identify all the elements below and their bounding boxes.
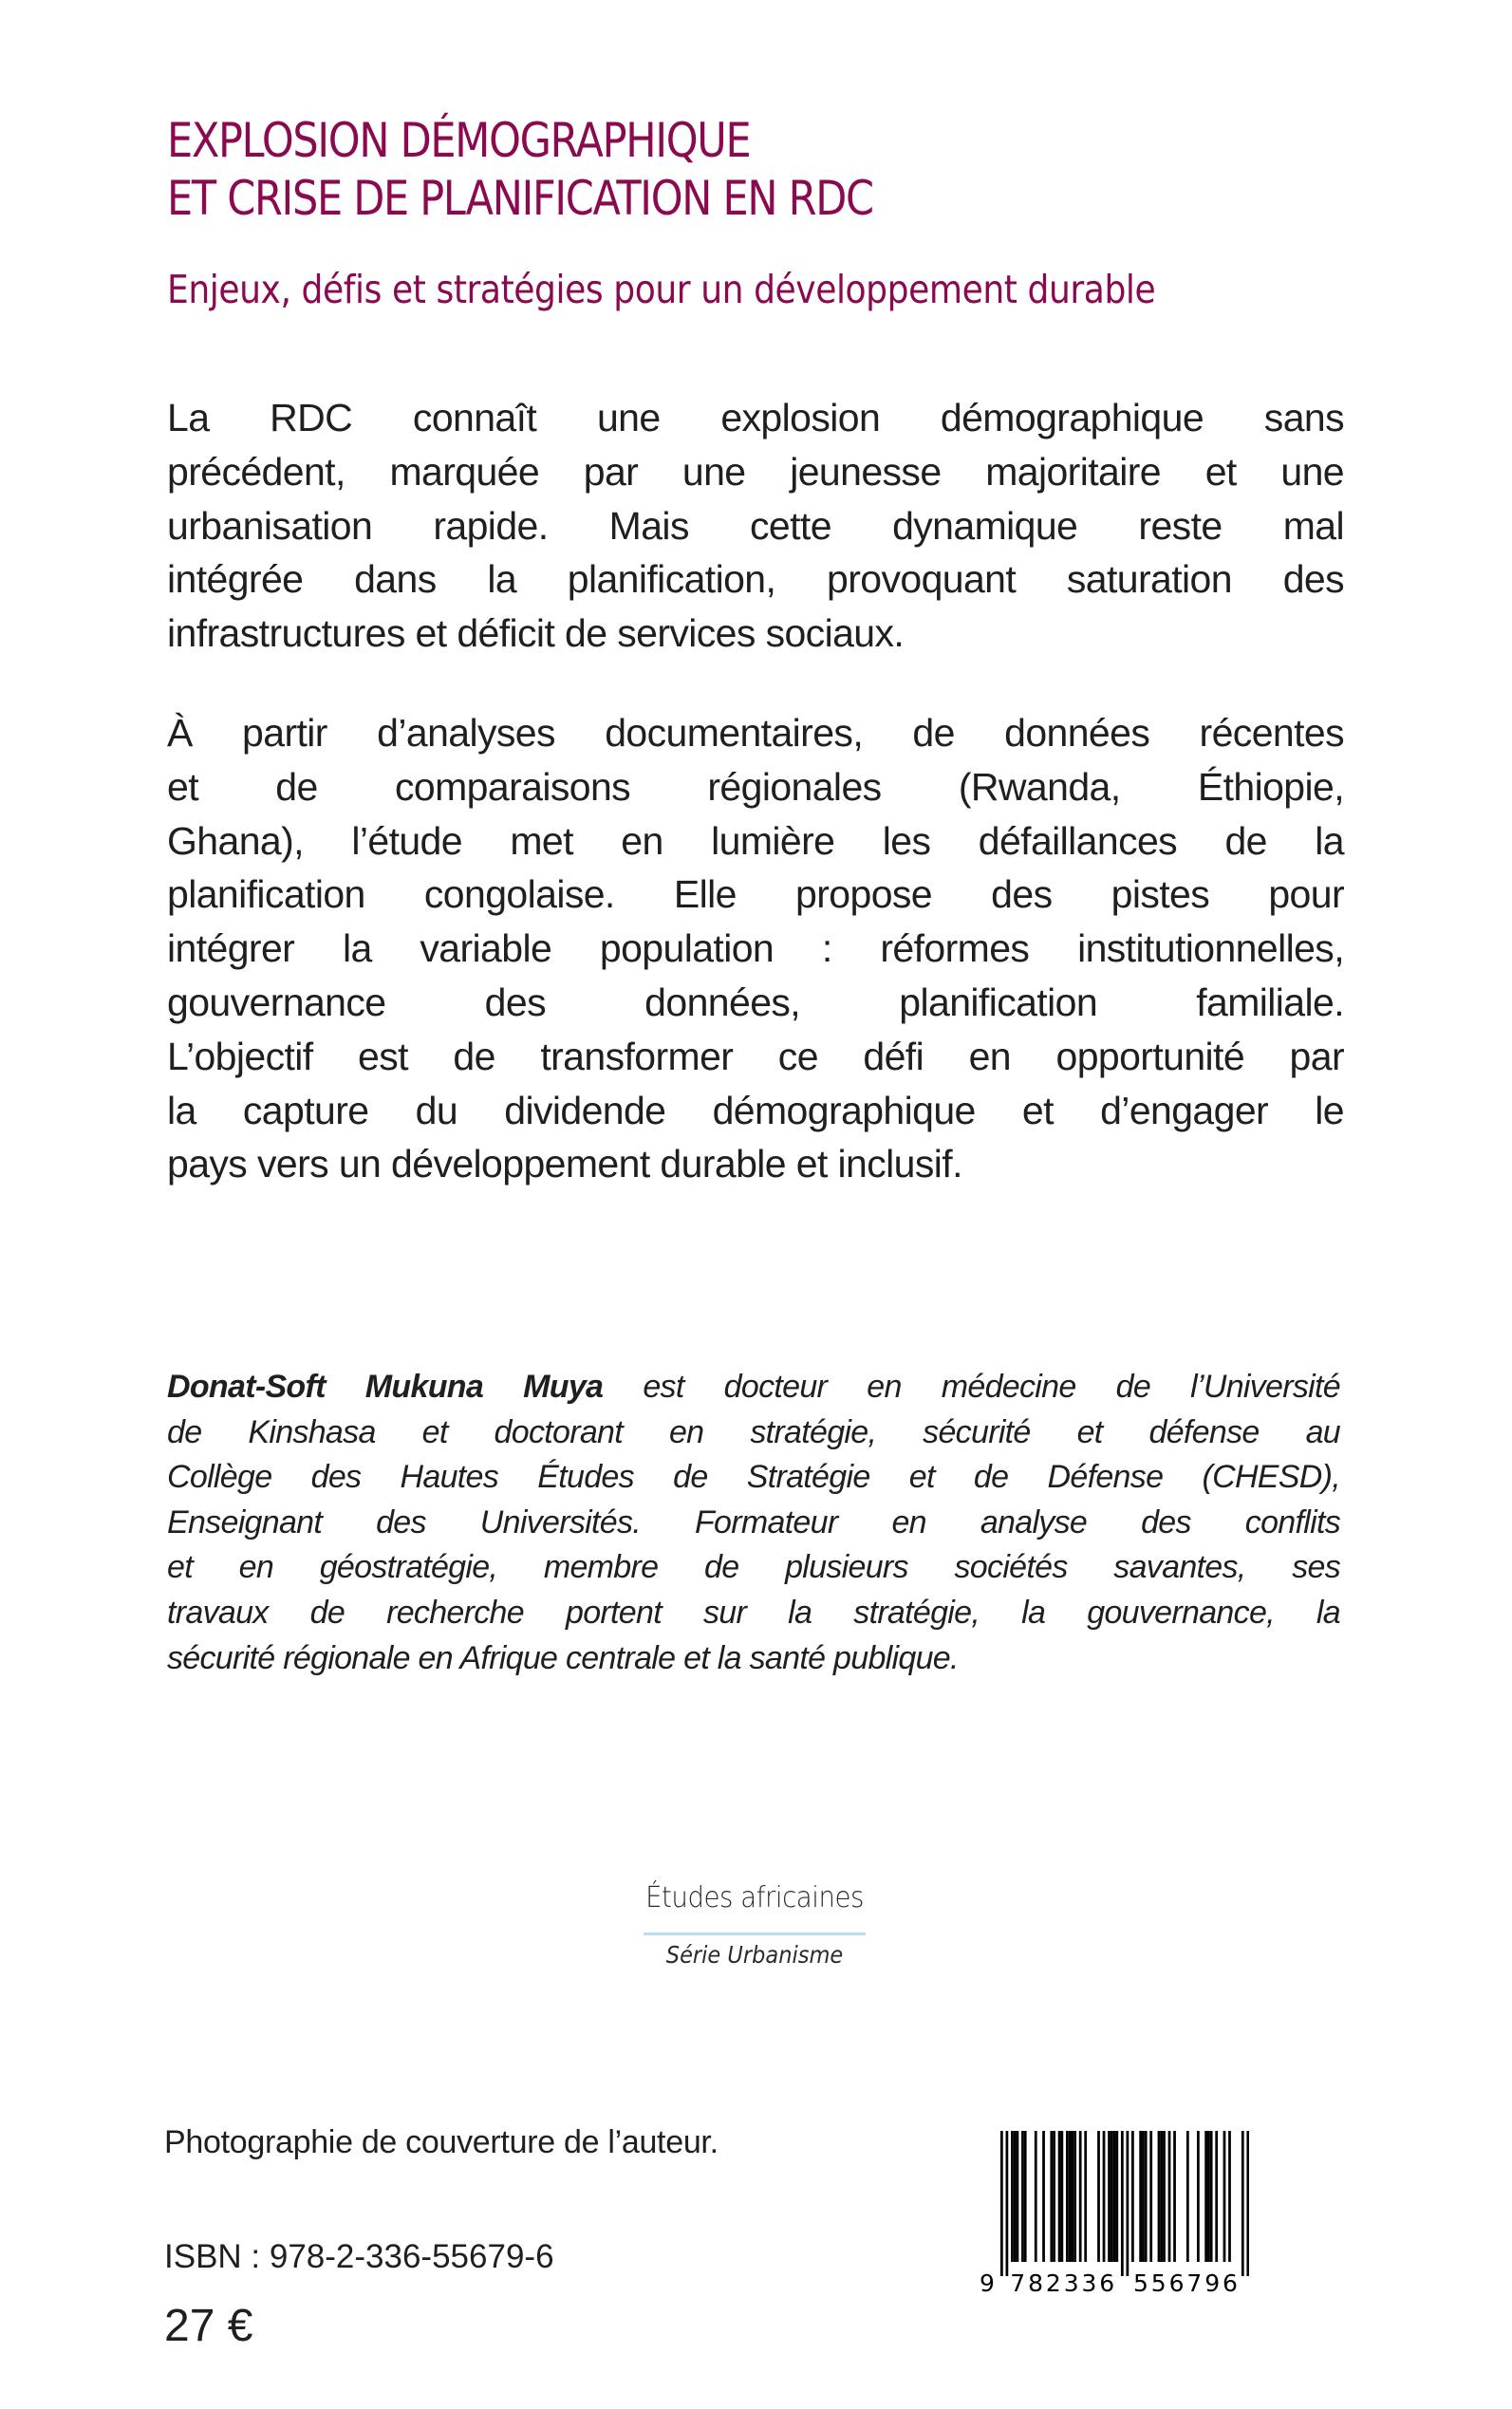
svg-text:556796: 556796 (1133, 2269, 1238, 2297)
summary-paragraph-2 (167, 706, 1344, 1191)
text-line: intégrer la variable population : réformes institutionnelles, (167, 926, 1344, 971)
series-subseries-name: Série Urbanisme (665, 1941, 844, 1969)
text-line: et de comparaisons régionales (Rwanda, Éthiopie, (167, 764, 1344, 809)
price: 27 € (164, 2301, 253, 2351)
bio-line: sécurité régionale en Afrique centrale et la santé publique. (167, 1639, 959, 1676)
text-line: urbanisation rapide. Mais cette dynamique reste mal (167, 503, 1344, 548)
author-bio (167, 1365, 1340, 1681)
text-line: À partir d’analyses documentaires, de données récentes (167, 711, 1344, 755)
text-line: la capture du dividende démographique et d’engager le (167, 1088, 1344, 1132)
text-line: planification congolaise. Elle propose des pistes pour (167, 872, 1344, 917)
photo-credit: Photographie de couverture de l’auteur. (164, 2124, 719, 2160)
summary-paragraph-1 (167, 391, 1344, 661)
book-title (167, 112, 1228, 228)
series-collection-name: Études africaines (645, 1881, 864, 1914)
title-line-1: EXPLOSION DÉMOGRAPHIQUE (167, 112, 751, 168)
text-line: Ghana), l’étude met en lumière les défaillances de la (167, 818, 1344, 863)
text-line: L’objectif est de transformer ce défi en opportunité par (167, 1034, 1344, 1078)
series-divider (644, 1933, 866, 1935)
bio-line: et en géostratégie, membre de plusieurs sociétés savantes, ses (167, 1549, 1340, 1586)
text-line: La RDC connaît une explosion démographique sans (167, 396, 1344, 439)
bio-text: est docteur en médecine de l’Université (603, 1369, 1340, 1405)
bio-first-line (167, 1365, 1340, 1410)
bio-line: de Kinshasa et doctorant en stratégie, sécurité et défense au (167, 1413, 1340, 1450)
bio-line: Enseignant des Universités. Formateur en analyse des conflits (167, 1503, 1340, 1541)
bio-line: travaux de recherche portent sur la stratégie, la gouvernance, la (167, 1594, 1340, 1631)
book-subtitle: Enjeux, défis et stratégies pour un développement durable (167, 267, 1156, 312)
isbn-barcode (964, 2126, 1249, 2306)
text-line: précédent, marquée par une jeunesse majoritaire et une (167, 449, 1344, 494)
svg-text:9: 9 (980, 2269, 995, 2297)
author-name: Donat-Soft Mukuna Muya (167, 1369, 604, 1405)
isbn: ISBN : 978-2-336-55679-6 (164, 2238, 554, 2275)
text-line: infrastructures et déficit de services sociaux. (167, 611, 905, 656)
text-line: pays vers un développement durable et inclusif. (167, 1142, 962, 1186)
text-line: gouvernance des données, planification familiale. (167, 980, 1344, 1024)
bio-line: Collège des Hautes Études de Stratégie et de Défense (CHESD), (167, 1459, 1340, 1496)
svg-text:782336: 782336 (1010, 2269, 1115, 2297)
text-line: intégrée dans la planification, provoquant saturation des (167, 557, 1344, 602)
title-line-2: ET CRISE DE PLANIFICATION EN RDC (167, 170, 873, 226)
series-logo (569, 1879, 940, 1970)
